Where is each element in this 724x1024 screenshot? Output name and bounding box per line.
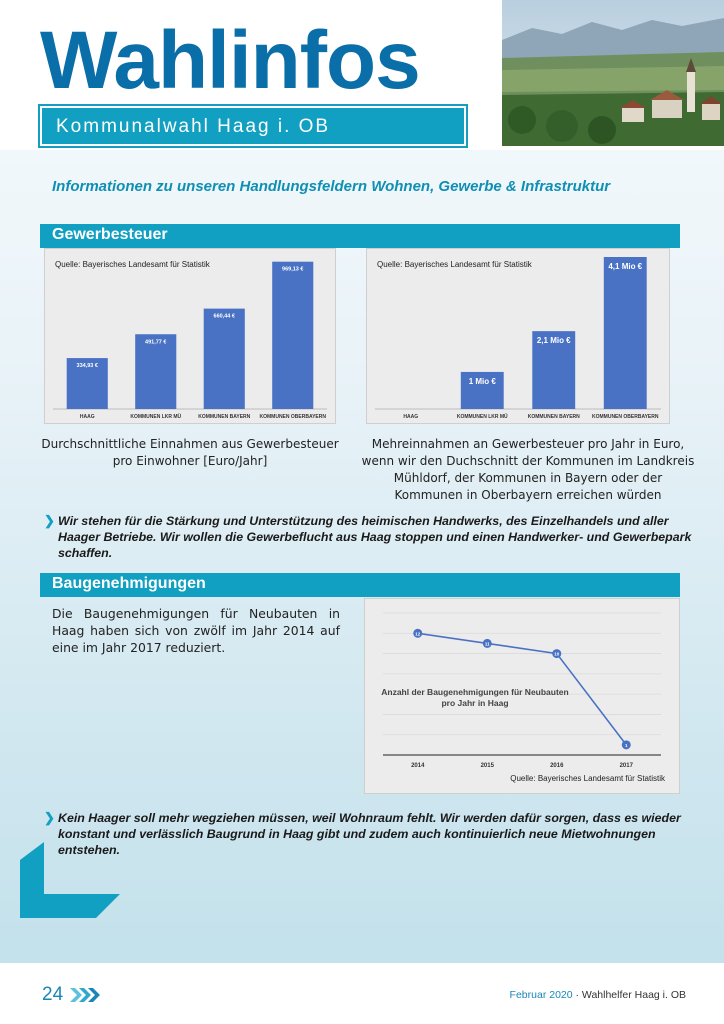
category-label: KOMMUNEN LKR MÜ (130, 414, 182, 420)
chevron-right-icon: ❯ (44, 810, 55, 825)
chevron-right-icon: ❯ (44, 513, 55, 528)
page-number: 24 (42, 984, 64, 1005)
data-label: 969,13 € (282, 266, 304, 273)
chart-svg (367, 249, 669, 423)
data-label: 660,44 € (213, 313, 235, 320)
baugenehmigungen-paragraph: Die Baugenehmigungen für Neubauten in Haag haben sich von zwölf im Jahr 2014 auf eine im Jahr 2017 reduziert. (52, 606, 340, 655)
section-header-gewerbesteuer (40, 224, 680, 248)
chart-source: Quelle: Bayerisches Landesamt für Statistik (510, 774, 665, 783)
bullet-text: Wir stehen für die Stärkung und Unterstützung des heimischen Handwerks, des Einzelhandels und aller Haager Betriebe. Wir wollen die Gewerbeflucht aus Haag stoppen und einen Handwerker- und Gewerbepark schaffen. (58, 514, 692, 560)
subtitle-bar (40, 106, 466, 146)
chart-source: Quelle: Bayerisches Landesamt für Statistik (377, 260, 532, 269)
data-label: 11 (484, 641, 490, 647)
chart-caption-left: Durchschnittliche Einnahmen aus Gewerbesteuer pro Einwohner [Euro/Jahr] (41, 437, 339, 468)
footer-month: Februar 2020 (509, 989, 573, 1001)
section-title: Gewerbesteuer (52, 226, 168, 243)
chart-title-line-1: Anzahl der Baugenehmigungen für Neubauten (381, 687, 569, 697)
data-label: 4,1 Mio € (608, 262, 643, 271)
data-label: 12 (415, 631, 421, 637)
category-label: KOMMUNEN OBERBAYERN (259, 414, 326, 420)
category-label: KOMMUNEN BAYERN (198, 414, 251, 420)
bar (604, 257, 647, 409)
intro-heading: Informationen zu unseren Handlungsfeldern Wohnen, Gewerbe & Infrastruktur (52, 178, 611, 195)
footer-title: · Wahlhelfer Haag i. OB (572, 989, 686, 1001)
category-label: KOMMUNEN BAYERN (527, 414, 580, 420)
chart-source: Quelle: Bayerisches Landesamt für Statistik (55, 260, 210, 269)
chart-svg (365, 599, 679, 793)
chart-gewerbesteuer-additional (366, 248, 670, 424)
corner-decoration (20, 842, 120, 918)
category-label: KOMMUNEN LKR MÜ (456, 414, 508, 420)
double-chevron-icon (68, 987, 102, 1003)
bullet-gewerbe (44, 513, 704, 561)
town-photo (502, 0, 724, 146)
chart-title-line-2: pro Jahr in Haag (441, 698, 509, 708)
data-label: 10 (554, 651, 560, 657)
chart-gewerbesteuer-per-capita (44, 248, 336, 424)
section-title: Baugenehmigungen (52, 575, 206, 592)
bar (135, 334, 176, 409)
bullet-text: Kein Haager soll mehr wegziehen müssen, weil Wohnraum fehlt. Wir werden dafür sorgen, dass es wieder konstant und verlässlich Baugrund in Haag gibt und zudem auch kontinuierlich neue Mietwohnungen entstehen. (58, 811, 681, 857)
category-label: 2015 (480, 763, 494, 769)
footer-publication (510, 989, 686, 1001)
category-label: 2016 (550, 763, 564, 769)
page-title: Wahlinfos (40, 15, 420, 106)
bullet-wohnen (44, 810, 704, 858)
chart-baugenehmigungen (364, 598, 680, 794)
category-label: HAAG (403, 414, 419, 420)
section-header-baugenehmigungen (40, 573, 680, 597)
data-label: 1 (624, 742, 628, 748)
category-label: KOMMUNEN OBERBAYERN (592, 414, 659, 420)
bar (204, 309, 245, 409)
data-label: 491,77 € (145, 339, 167, 346)
subtitle: Kommunalwahl Haag i. OB (56, 116, 331, 137)
bar (272, 262, 313, 409)
chart-title (381, 687, 568, 708)
category-label: 2017 (619, 763, 633, 769)
data-label: 2,1 Mio € (536, 336, 571, 346)
chart-caption-right: Mehreinnahmen an Gewerbesteuer pro Jahr in Euro, wenn wir den Duchschnitt der Kommunen im Landkreis Mühldorf, der Kommunen in Bayern oder der Kommunen in Oberbayern erreichen würden (361, 437, 695, 502)
category-label: 2014 (411, 763, 425, 769)
category-label: HAAG (79, 414, 95, 420)
data-label: 1 Mio € (468, 376, 496, 386)
data-label: 334,93 € (76, 363, 98, 370)
chart-svg (45, 249, 335, 423)
